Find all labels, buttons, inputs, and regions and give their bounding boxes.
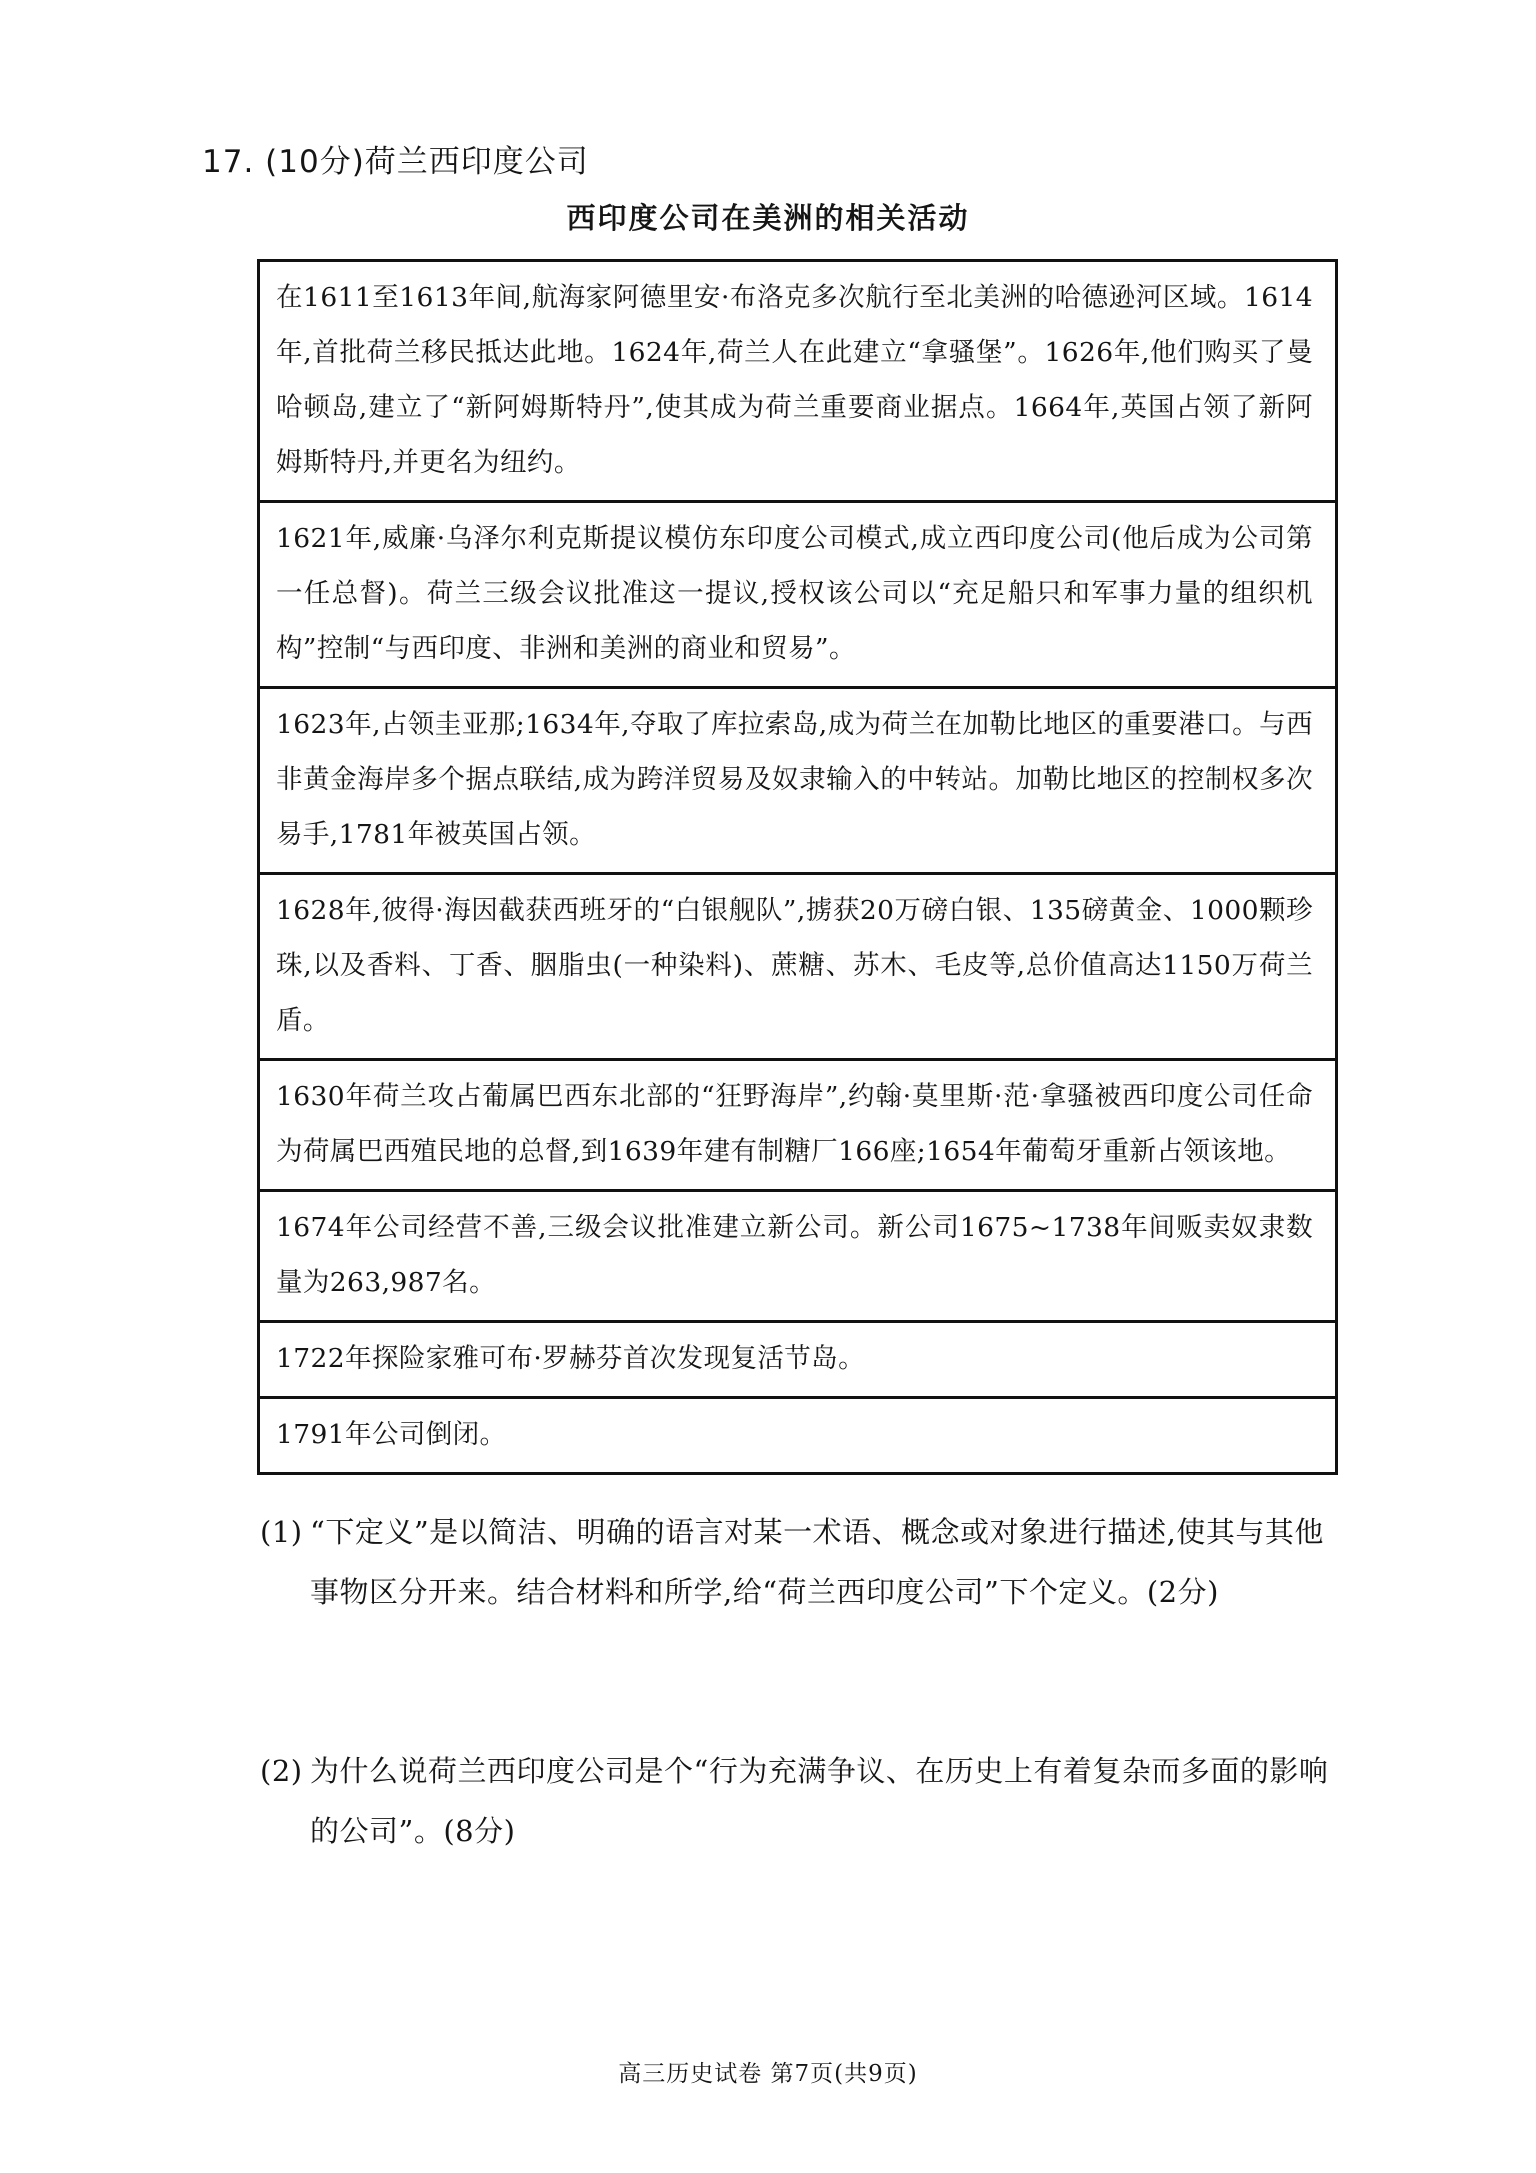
activity-table [257,259,1338,1475]
sub-question-text: 为什么说荷兰西印度公司是个“行为充满争议、在历史上有着复杂而多面的影响的公司”。(8分) [310,1754,1329,1848]
table-row: 1791年公司倒闭。 [260,1396,1335,1472]
table-row: 1674年公司经营不善,三级会议批准建立新公司。新公司1675~1738年间贩卖奴隶数量为263,987名。 [260,1189,1335,1320]
table-row: 1630年荷兰攻占葡属巴西东北部的“狂野海岸”,约翰·莫里斯·范·拿骚被西印度公司任命为荷属巴西殖民地的总督,到1639年建有制糖厂166座;1654年葡萄牙重新占领该地。 [260,1058,1335,1189]
question-title: 17. (10分)荷兰西印度公司 [202,144,589,180]
table-row: 1621年,威廉·乌泽尔利克斯提议模仿东印度公司模式,成立西印度公司(他后成为公司第一任总督)。荷兰三级会议批准这一提议,授权该公司以“充足船只和军事力量的组织机构”控制“与西印度、非洲和美洲的商业和贸易”。 [260,500,1335,686]
sub-question-number: (1) [260,1515,303,1549]
page-footer: 高三历史试卷 第7页(共9页) [618,2061,918,2087]
sub-question-2 [260,1741,1342,1861]
table-caption: 西印度公司在美洲的相关活动 [566,201,970,235]
table-row: 1623年,占领圭亚那;1634年,夺取了库拉索岛,成为荷兰在加勒比地区的重要港口。与西非黄金海岸多个据点联结,成为跨洋贸易及奴隶输入的中转站。加勒比地区的控制权多次易手,1781年被英国占领。 [260,686,1335,872]
sub-question-number: (2) [260,1754,303,1788]
table-row: 1628年,彼得·海因截获西班牙的“白银舰队”,掳获20万磅白银、135磅黄金、1000颗珍珠,以及香料、丁香、胭脂虫(一种染料)、蔗糖、苏木、毛皮等,总价值高达1150万荷兰盾。 [260,872,1335,1058]
table-row: 1722年探险家雅可布·罗赫芬首次发现复活节岛。 [260,1320,1335,1396]
sub-question-text: “下定义”是以简洁、明确的语言对某一术语、概念或对象进行描述,使其与其他事物区分开来。结合材料和所学,给“荷兰西印度公司”下个定义。(2分) [310,1515,1324,1609]
table-row: 在1611至1613年间,航海家阿德里安·布洛克多次航行至北美洲的哈德逊河区域。1614年,首批荷兰移民抵达此地。1624年,荷兰人在此建立“拿骚堡”。1626年,他们购买了曼哈顿岛,建立了“新阿姆斯特丹”,使其成为荷兰重要商业据点。1664年,英国占领了新阿姆斯特丹,并更名为纽约。 [276,282,1313,478]
sub-question-1 [260,1502,1342,1622]
